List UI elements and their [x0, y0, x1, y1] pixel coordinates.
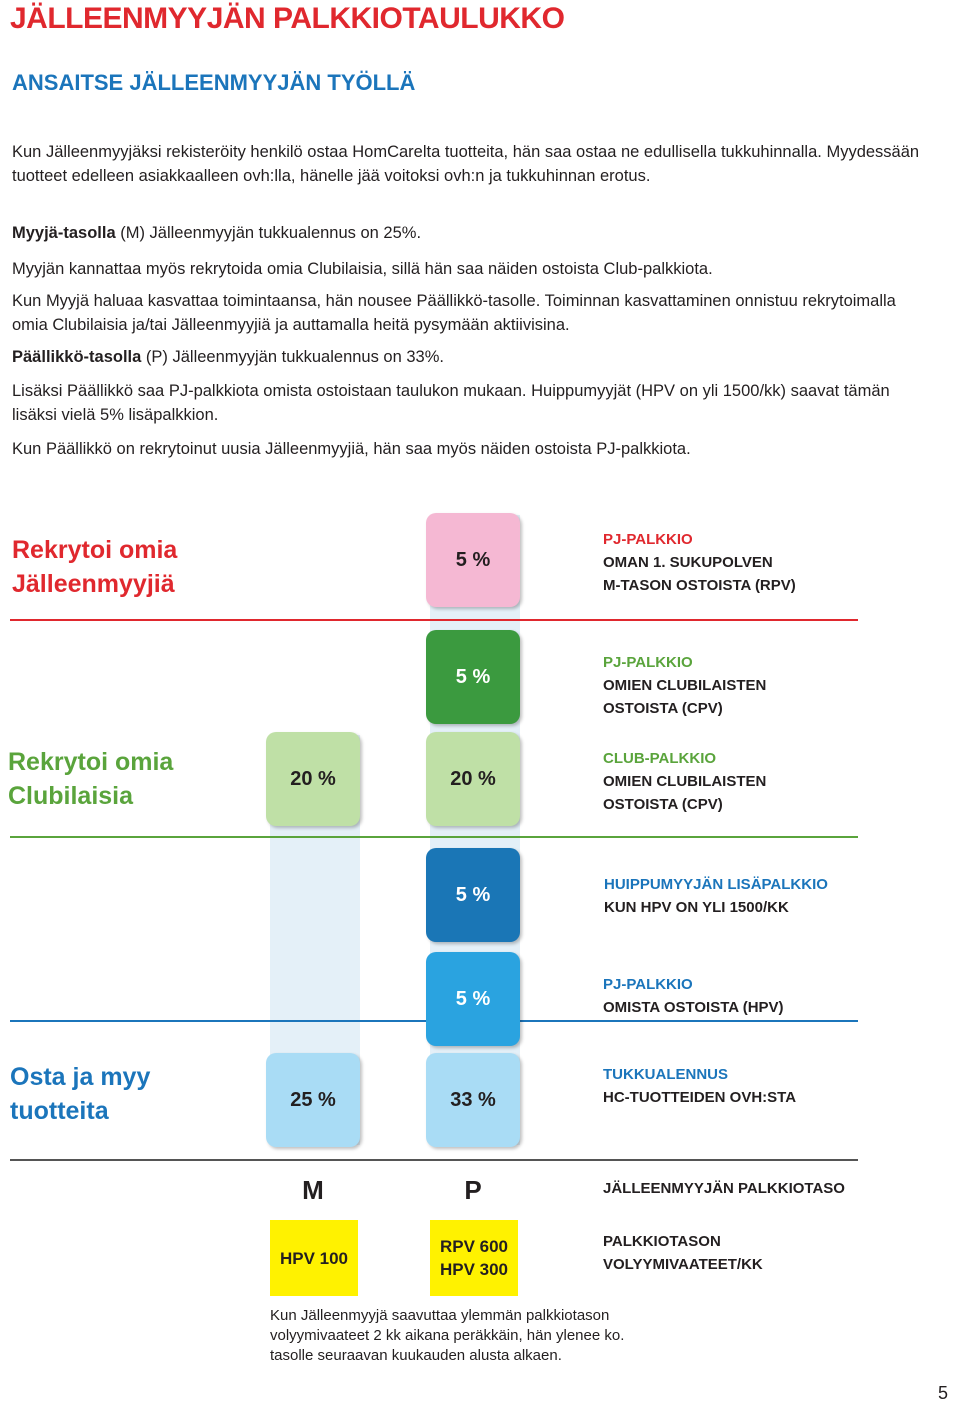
intro-paragraph-2: [12, 221, 932, 245]
box-p-pj-club: 5 %: [426, 630, 520, 724]
desc-line: OMIEN CLUBILAISTEN: [603, 677, 767, 694]
level-label: [603, 1177, 845, 1200]
box-p-club: 20 %: [426, 732, 520, 826]
desc-heading: HUIPPUMYYJÄN LISÄPALKKIO: [604, 876, 828, 893]
section-buy-sell: [10, 1060, 150, 1128]
section-recruit-resellers: [12, 533, 177, 601]
intro-paragraph-3: Myyjän kannattaa myös rekrytoida omia Clubilaisia, sillä hän saa näiden ostoista Club-palkkiota.: [12, 260, 713, 278]
desc-heading: PJ-PALKKIO: [603, 976, 693, 993]
desc-heading: PJ-PALKKIO: [603, 531, 693, 548]
desc-pj-resellers: [603, 528, 796, 597]
section-label-line: Clubilaisia: [8, 782, 134, 810]
desc-line: VOLYYMIVAATEET/KK: [603, 1256, 763, 1273]
desc-line: OMAN 1. SUKUPOLVEN: [603, 554, 773, 571]
intro-bold-paallikko: Päällikkö-tasolla: [12, 348, 142, 366]
desc-hpv-bonus: [604, 873, 828, 919]
section-recruit-club: [8, 745, 173, 813]
desc-pj-own: [603, 973, 784, 1019]
column-p-background: [430, 515, 520, 1145]
page-subtitle: ANSAITSE JÄLLEENMYYJÄN TYÖLLÄ: [12, 70, 416, 95]
box-p-hpv-bonus: 5 %: [426, 848, 520, 942]
desc-discount: [603, 1063, 796, 1109]
divider-green: [10, 836, 858, 838]
intro-paragraph-5: [12, 345, 932, 369]
intro-paragraph-6: Lisäksi Päällikkö saa PJ-palkkiota omista ostoistaan taulukon mukaan. Huippumyyjät (HPV on yli 1500/kk) saavat tämän lisäksi vielä 5% lisäpalkkion.: [12, 382, 890, 424]
box-p-pj-own: 5 %: [426, 952, 520, 1046]
desc-heading: PJ-PALKKIO: [603, 654, 693, 671]
volume-line: RPV 600: [439, 1237, 509, 1256]
level-m: M: [302, 1175, 324, 1205]
desc-line: OMISTA OSTOISTA (HPV): [603, 999, 784, 1016]
desc-line: JÄLLEENMYYJÄN PALKKIOTASO: [603, 1180, 845, 1197]
page-number: 5: [937, 1383, 948, 1403]
footnote: Kun Jälleenmyyjä saavuttaa ylemmän palkkiotason volyymivaateet 2 kk aikana peräkkäin, hän ylenee ko. tasolle seuraavan kuukauden alusta alkaen.: [270, 1307, 625, 1364]
box-p-pj-resellers: 5 %: [426, 513, 520, 607]
volume-m: [270, 1220, 358, 1296]
intro-paragraph-1: Kun Jälleenmyyjäksi rekisteröity henkilö ostaa HomCarelta tuotteita, hän saa ostaa ne edullisella tukkuhinnalla. Myydessään tuotteet edelleen asiakkaalleen ovh:lla, hänelle jää voitoksi ovh:n ja tukkuhinnan erotus.: [12, 143, 920, 185]
desc-line: M-TASON OSTOISTA (RPV): [603, 577, 796, 594]
level-p: P: [464, 1175, 482, 1205]
desc-line: KUN HPV ON YLI 1500/KK: [604, 899, 789, 916]
desc-pj-club: [603, 651, 766, 720]
section-label-line: Jälleenmyyjiä: [12, 570, 175, 598]
volume-p: [430, 1220, 518, 1296]
divider-red: [10, 619, 858, 621]
page-title: JÄLLEENMYYJÄN PALKKIOTAULUKKO: [10, 2, 565, 35]
desc-heading: TUKKUALENNUS: [603, 1066, 728, 1083]
intro-p5-text: (P) Jälleenmyyjän tukkualennus on 33%.: [141, 348, 444, 366]
volume-label: [603, 1230, 763, 1276]
desc-club: [603, 747, 766, 816]
desc-line: OSTOISTA (CPV): [603, 700, 723, 717]
intro-paragraph-4: Kun Myyjä haluaa kasvattaa toimintaansa, hän nousee Päällikkö-tasolle. Toiminnan kasvattaminen onnistuu rekrytoimalla omia Clubilaisia ja/tai Jälleenmyyjiä ja auttamalla heitä pysymään aktiivisina.: [12, 292, 896, 334]
box-p-discount: 33 %: [426, 1053, 520, 1147]
volume-line: HPV 100: [279, 1248, 349, 1268]
intro-p2-text: (M) Jälleenmyyjän tukkualennus on 25%.: [115, 224, 422, 242]
desc-line: PALKKIOTASON: [603, 1233, 721, 1250]
section-label-line: Osta ja myy: [10, 1063, 151, 1091]
section-label-line: Rekrytoi omia: [8, 748, 174, 776]
intro-bold-myyja: Myyjä-tasolla: [12, 224, 116, 242]
desc-heading: CLUB-PALKKIO: [603, 750, 717, 767]
section-label-line: Rekrytoi omia: [12, 536, 178, 564]
section-label-line: tuotteita: [10, 1097, 109, 1125]
divider-gray: [10, 1159, 858, 1161]
desc-line: OMIEN CLUBILAISTEN: [603, 773, 767, 790]
box-m-club: 20 %: [266, 732, 360, 826]
desc-line: HC-TUOTTEIDEN OVH:STA: [603, 1089, 797, 1106]
box-m-discount: 25 %: [266, 1053, 360, 1147]
intro-paragraph-7: Kun Päällikkö on rekrytoinut uusia Jälleenmyyjiä, hän saa myös näiden ostoista PJ-palkkiota.: [12, 440, 691, 458]
volume-line: HPV 300: [439, 1260, 509, 1279]
desc-line: OSTOISTA (CPV): [603, 796, 723, 813]
